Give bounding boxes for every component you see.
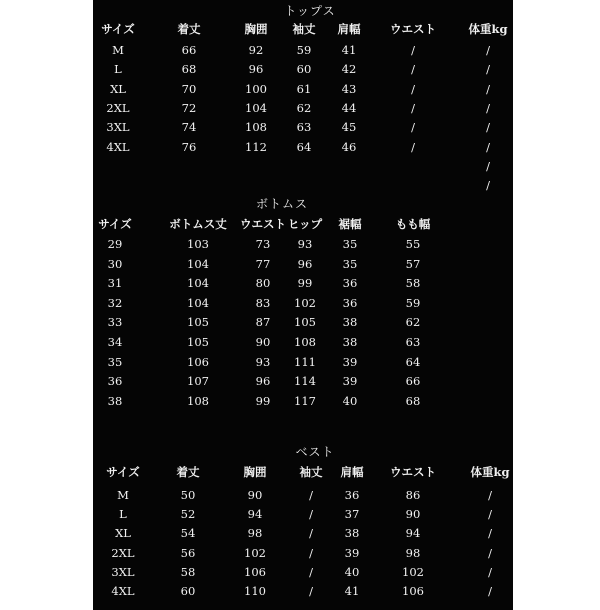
tops-header-cell: 体重kg [468,22,508,36]
vest-table-cell: L [119,507,127,522]
bottoms-table-cell: 32 [107,295,123,310]
bottoms-table-cell: 58 [405,276,421,291]
tops-table-cell: / [411,100,415,115]
bottoms-table-cell: 39 [342,354,358,369]
tops-table-cell: 61 [296,81,312,96]
bottoms-table-cell: 33 [107,315,123,330]
bottoms-table-cell: 64 [405,354,421,369]
vest-table-cell: / [309,564,313,579]
tops-table-cell: 72 [181,100,197,115]
tops-table-cell: 59 [296,43,312,57]
bottoms-table-cell: 108 [187,393,209,408]
bottoms-table-cell: 104 [187,295,209,310]
bottoms-table-cell: 63 [405,335,421,349]
tops-table-cell: 66 [181,43,197,57]
vest-title: ベスト [295,445,335,459]
bottoms-table-cell: 77 [255,256,271,271]
vest-table-cell: 54 [180,526,196,541]
tops-table-cell: 70 [181,81,197,96]
tops-table-cell: 92 [248,43,264,57]
tops-table-cell: / [411,81,415,96]
vest-table-cell: 40 [344,564,360,579]
vest-header-cell: 着丈 [176,465,200,479]
vest-table-cell: / [488,584,492,598]
tops-title: トップス [284,4,336,18]
tops-table-cell: L [114,62,122,77]
bottoms-table-cell: 38 [107,393,123,408]
vest-table-cell: 4XL [111,584,135,598]
tops-table-cell: / [486,139,490,154]
bottoms-table-cell: 102 [294,295,316,310]
bottoms-table-cell: 38 [342,335,358,349]
bottoms-table-cell: 90 [255,335,271,349]
vest-table-cell: 60 [180,584,196,598]
vest-table-cell: 90 [405,507,421,522]
vest-table-cell: 2XL [111,545,135,560]
tops-table-cell: 44 [341,100,357,115]
tops-table-cell: / [486,43,490,57]
tops-table-cell: / [486,100,490,115]
vest-header-cell: 胸囲 [243,465,267,479]
bottoms-table-cell: 105 [187,315,209,330]
tops-table-cell: 60 [296,62,312,77]
vest-table-cell: 102 [244,545,266,560]
bottoms-header-cell: ボトムス丈 [169,217,227,231]
vest-table-cell: 98 [247,526,263,541]
vest-table-cell: 106 [244,564,266,579]
vest-header-cell: ウエスト [390,465,436,479]
vest-table-cell: 90 [247,488,263,502]
vest-table-cell: 94 [247,507,263,522]
bottoms-table-cell: 66 [405,374,421,389]
tops-header-cell: 肩幅 [337,22,361,36]
bottoms-table-cell: 30 [107,256,123,271]
tops-table-cell: / [411,62,415,77]
bottoms-table-cell: 73 [255,237,271,251]
tops-table-cell: 96 [248,62,264,77]
bottoms-table-cell: 96 [297,256,313,271]
bottoms-table-cell: 117 [294,393,316,408]
bottoms-table-cell: 99 [297,276,313,291]
bottoms-table-cell: 106 [187,354,209,369]
bottoms-table-cell: 29 [107,237,123,251]
vest-header-cell: サイズ [106,465,140,479]
tops-table-cell: 41 [341,43,357,57]
vest-table-cell: / [309,526,313,541]
bottoms-table-cell: 38 [342,315,358,330]
bottoms-table-cell: 108 [294,335,316,349]
bottoms-table-cell: 104 [187,256,209,271]
vest-header-cell: 袖丈 [299,465,323,479]
vest-table-cell: 41 [344,584,360,598]
bottoms-table-cell: 36 [342,295,358,310]
bottoms-table-cell: 39 [342,374,358,389]
bottoms-table-cell: 111 [294,354,316,369]
bottoms-table-cell: 83 [255,295,271,310]
tops-table-cell: 63 [296,120,312,135]
bottoms-table-cell: 62 [405,315,421,330]
vest-table-cell: 50 [180,488,196,502]
bottoms-table-cell: 87 [255,315,271,330]
tops-header-cell: ウエスト [390,22,436,36]
bottoms-table-cell: 96 [255,374,271,389]
bottoms-table-cell: 35 [342,237,358,251]
tops-table-cell: 68 [181,62,197,77]
vest-table-cell: / [309,584,313,598]
tops-table-cell: / [486,120,490,135]
tops-table-cell: 104 [245,100,267,115]
vest-table-cell: / [488,507,492,522]
tops-table-cell: 100 [245,81,267,96]
bottoms-table-cell: 40 [342,393,358,408]
bottoms-table-cell: 107 [187,374,209,389]
bottoms-table-cell: 36 [342,276,358,291]
vest-table-cell: 106 [402,584,424,598]
tops-header-cell: 袖丈 [292,22,316,36]
vest-table-cell: / [309,488,313,502]
vest-table-cell: / [488,564,492,579]
bottoms-table-cell: 105 [294,315,316,330]
vest-table-cell: 36 [344,488,360,502]
bottoms-header-cell: サイズ [98,217,132,231]
tops-extra-mark: / [486,178,490,193]
bottoms-table-cell: 68 [405,393,421,408]
tops-table-cell: 112 [245,139,267,154]
tops-table-cell: XL [110,81,126,96]
bottoms-table-cell: 34 [107,335,123,349]
tops-table-cell: 42 [341,62,357,77]
vest-table-cell: 86 [405,488,421,502]
vest-header-cell: 肩幅 [340,465,364,479]
tops-header-cell: 着丈 [177,22,201,36]
vest-table-cell: 58 [180,564,196,579]
tops-table-cell: / [411,139,415,154]
bottoms-table-cell: 80 [255,276,271,291]
tops-table-cell: 64 [296,139,312,154]
tops-table-cell: 2XL [106,100,130,115]
bottoms-table-cell: 35 [342,256,358,271]
bottoms-table-cell: 105 [187,335,209,349]
bottoms-header-cell: 裾幅 [338,217,362,231]
bottoms-table-cell: 93 [297,237,313,251]
tops-table-cell: / [486,81,490,96]
bottoms-header-cell: ヒップ [287,217,323,231]
tops-table-cell: 45 [341,120,357,135]
bottoms-table-cell: 103 [187,237,209,251]
tops-table-cell: 108 [245,120,267,135]
vest-table-cell: / [488,526,492,541]
vest-table-cell: XL [115,526,131,541]
bottoms-table-cell: 99 [255,393,271,408]
vest-table-cell: 3XL [111,564,135,579]
vest-table-cell: M [117,488,129,502]
vest-table-cell: 52 [180,507,196,522]
bottoms-table-cell: 93 [255,354,271,369]
vest-table-cell: / [488,545,492,560]
tops-table-cell: / [411,120,415,135]
bottoms-table-cell: 114 [294,374,316,389]
bottoms-table-cell: 59 [405,295,421,310]
vest-table-cell: 94 [405,526,421,541]
vest-table-cell: / [488,488,492,502]
bottoms-table-cell: 104 [187,276,209,291]
tops-table-cell: 62 [296,100,312,115]
vest-table-cell: 102 [402,564,424,579]
vest-table-cell: 56 [180,545,196,560]
tops-table-cell: 76 [181,139,197,154]
vest-table-cell: / [309,507,313,522]
vest-header-cell: 体重kg [470,465,510,479]
tops-table-cell: 43 [341,81,357,96]
bottoms-table-cell: 31 [107,276,123,291]
bottoms-table-cell: 55 [405,237,421,251]
size-chart [93,0,513,610]
tops-table-cell: 3XL [106,120,130,135]
tops-header-cell: サイズ [101,22,135,36]
vest-table-cell: 98 [405,545,421,560]
tops-table-cell: M [112,43,124,57]
tops-table-cell: / [411,43,415,57]
tops-table-cell: 4XL [106,139,130,154]
vest-table-cell: 110 [244,584,266,598]
vest-table-cell: 38 [344,526,360,541]
tops-table-cell: 74 [181,120,197,135]
bottoms-table-cell: 57 [405,256,421,271]
bottoms-header-cell: もも幅 [395,217,431,231]
vest-table-cell: / [309,545,313,560]
tops-header-cell: 胸囲 [244,22,268,36]
tops-table-cell: / [486,62,490,77]
tops-table-cell: 46 [341,139,357,154]
bottoms-table-cell: 36 [107,374,123,389]
bottoms-table-cell: 35 [107,354,123,369]
tops-extra-mark: / [486,158,490,173]
vest-table-cell: 39 [344,545,360,560]
vest-table-cell: 37 [344,507,360,522]
bottoms-header-cell: ウエスト [240,217,286,231]
bottoms-title: ボトムス [255,197,308,211]
